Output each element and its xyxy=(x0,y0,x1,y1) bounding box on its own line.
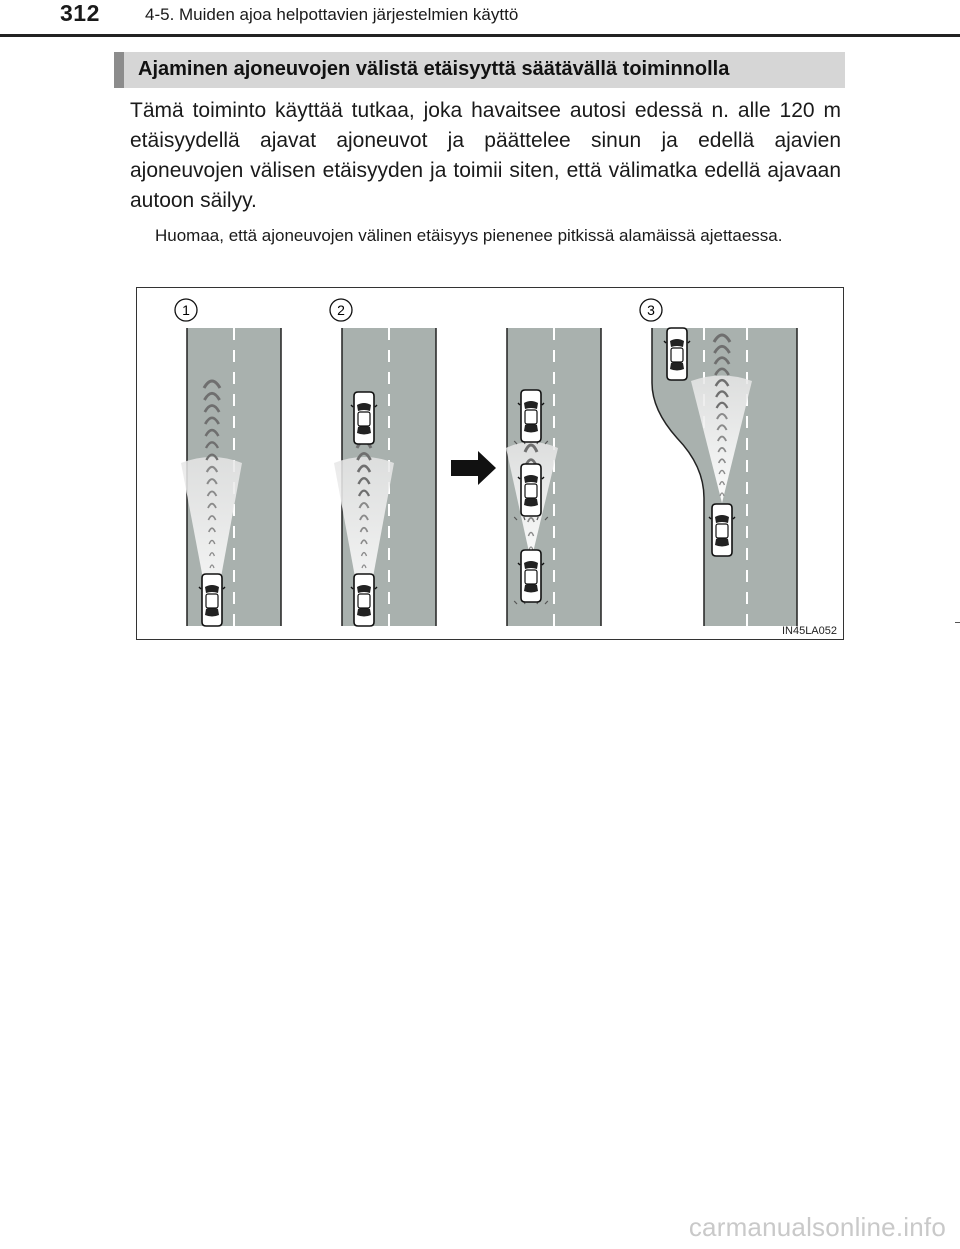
car-icon xyxy=(518,550,544,602)
note-paragraph: Huomaa, että ajoneuvojen välinen etäisyys pienenee pitkissä alamäissä ajettaessa. xyxy=(155,226,783,245)
section-title: Ajaminen ajoneuvojen välistä etäisyyttä säätävällä toiminnolla xyxy=(138,58,730,80)
step-markers xyxy=(175,299,662,321)
chapter-title: 4-5. Muiden ajoa helpottavien järjestelmien käyttö xyxy=(145,5,519,24)
margin-tick xyxy=(955,622,960,623)
car-icon xyxy=(351,574,377,626)
header-rule xyxy=(0,34,960,37)
figure-code: IN45LA052 xyxy=(781,625,837,637)
car-icon xyxy=(664,328,690,380)
watermark: carmanualsonline.info xyxy=(688,1212,946,1242)
car-icon xyxy=(351,392,377,444)
marker-3: 3 xyxy=(647,302,655,318)
arrow-right-icon xyxy=(451,451,496,485)
body-paragraph: Tämä toiminto käyttää tutkaa, joka havaitsee autosi edessä n. alle 120 m etäisyydellä ajavat ajoneuvot ja päättelee sinun ja edellä ajavien ajoneuvojen välisen etäisyyden ja toimii siten, että välimatka edellä ajavaan autoon säilyy. xyxy=(130,99,841,212)
car-icon xyxy=(518,464,544,516)
illustration-figure xyxy=(136,287,844,640)
car-icon xyxy=(709,504,735,556)
marker-2: 2 xyxy=(337,302,345,318)
page-number: 312 xyxy=(60,0,100,26)
car-icon xyxy=(199,574,225,626)
section-banner xyxy=(114,52,845,88)
marker-1: 1 xyxy=(182,302,190,318)
car-icon xyxy=(518,390,544,442)
road-panel-2 xyxy=(334,328,436,626)
road-panel-1 xyxy=(181,328,281,626)
illustration-svg xyxy=(137,288,843,639)
